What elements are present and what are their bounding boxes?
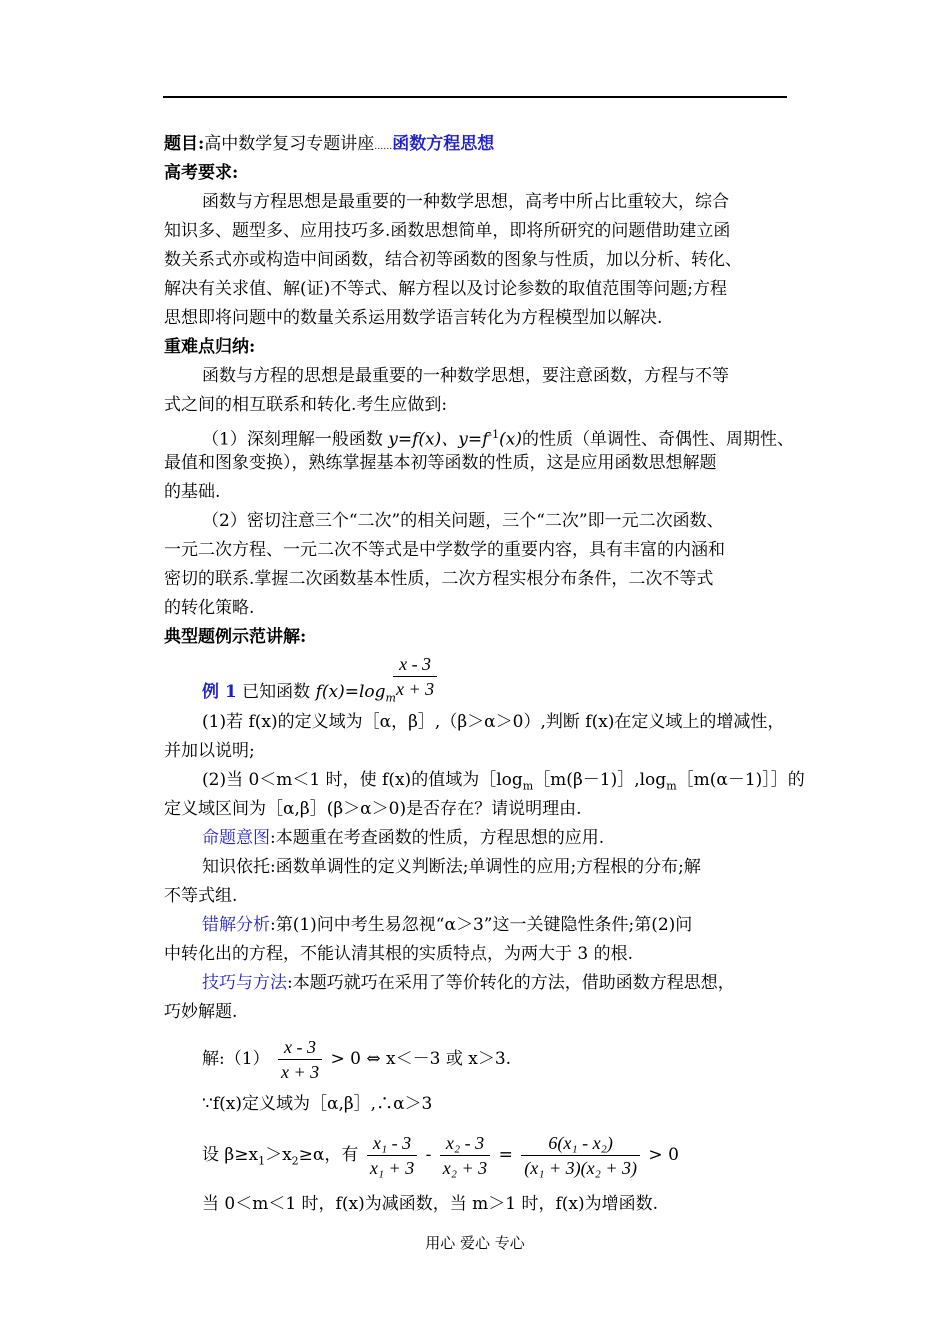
example-log-base: m (385, 691, 396, 705)
equals-sign: = (498, 1145, 513, 1165)
key-p1-sup: -1 (488, 428, 500, 441)
req-line: 解决有关求值、解(证)不等式、解方程以及讨论参数的取值范围等问题;方程 (164, 279, 727, 299)
error-label: 错解分析 (202, 915, 270, 935)
example-intro: 已知函数 (242, 682, 316, 702)
knowledge-line: 知识依托:函数单调性的定义判断法;单调性的应用;方程根的分布;解 (202, 857, 701, 877)
f2-num: x₂ - 3 (445, 1133, 485, 1153)
error-line (164, 911, 788, 940)
technique-label: 技巧与方法 (202, 973, 287, 993)
doc-title (164, 130, 788, 159)
solution-den: x + 3 (280, 1062, 320, 1082)
req-line: 函数与方程思想是最重要的一种数学思想，高考中所占比重较大，综合 (202, 192, 729, 212)
key-point-2: （2）密切注意三个“二次”的相关问题，三个“二次”即一元二次函数、 (202, 511, 724, 531)
question-2 (164, 766, 805, 795)
solution-line (164, 1035, 788, 1084)
fraction-3 (521, 1131, 640, 1180)
page-footer: 用心 爱心 专心 (425, 1234, 525, 1252)
title-label: 题目: (164, 134, 205, 154)
req-line: 知识多、题型多、应用技巧多.函数思想简单，即将所研究的问题借助建立函 (164, 221, 731, 241)
key-p1-arg: (x) (499, 429, 522, 450)
example-function: f(x)=log (315, 682, 386, 702)
title-text: 高中数学复习专题讲座 (204, 134, 375, 154)
set-b: ＞x (265, 1145, 292, 1165)
req-line: 思想即将问题中的数量关系运用数学语言转化为方程模型加以解决. (164, 308, 663, 328)
req-line: 数关系式亦或构造中间函数，结合初等函数的图象与性质，加以分析、转化、 (164, 250, 742, 270)
example-fraction (393, 652, 437, 701)
f1-den: x₁ + 3 (369, 1158, 415, 1178)
frac-denominator: x + 3 (396, 679, 435, 699)
solution-fraction (278, 1035, 322, 1084)
title-dots: …… (374, 142, 393, 152)
example-label: 例 1 (202, 682, 237, 702)
title-topic: 函数方程思想 (392, 134, 495, 154)
error-line-cont: 中转化出的方程，不能认清其根的实质特点，为两大于 3 的根. (164, 944, 634, 964)
q2-e: ［m(α－1)］］的 (676, 770, 805, 790)
key-p1-func: y=f(x)、y=f (388, 429, 489, 450)
gt-zero: > 0 (648, 1145, 679, 1165)
domain-line: ∵f(x)定义域为［α,β］,∴α＞3 (202, 1094, 433, 1114)
set-line (164, 1131, 788, 1180)
key-line: 密切的联系.掌握二次函数基本性质，二次方程实根分布条件，二次不等式 (164, 569, 714, 589)
fraction-1 (367, 1131, 417, 1180)
solution-rest: > 0 ⇔ x＜－3 或 x＞3. (330, 1049, 512, 1069)
solution-prefix: 解:（1） (202, 1049, 270, 1069)
error-text: :第(1)问中考生易忽视“α＞3”这一关键隐性条件;第(2)问 (270, 915, 693, 935)
intent-text: :本题重在考查函数的性质，方程思想的应用. (270, 828, 605, 848)
set-sub1: 1 (258, 1154, 266, 1168)
key-line: 最值和图象变换），熟练掌握基本初等函数的性质，这是应用函数思想解题 (164, 453, 717, 473)
fraction-2 (440, 1131, 490, 1180)
conclusion-line: 当 0＜m＜1 时，f(x)为减函数，当 m＞1 时，f(x)为增函数. (202, 1194, 658, 1214)
q2-c: ［m(β－1)］,log (533, 770, 667, 790)
technique-text: :本题巧就巧在采用了等价转化的方法，借助函数方程思想， (287, 973, 735, 993)
key-heading: 重难点归纳: (164, 337, 256, 357)
question-1-cont: 并加以说明; (164, 741, 255, 761)
f2-den: x₂ + 3 (442, 1158, 488, 1178)
key-point-1 (164, 420, 794, 450)
technique-line-cont: 巧妙解题. (164, 1002, 238, 1022)
set-a: 设 β≥x (202, 1145, 259, 1165)
intent-line (164, 824, 788, 853)
key-line: 函数与方程的思想是最重要的一种数学思想，要注意函数，方程与不等 (202, 366, 729, 386)
key-line: 的基础. (164, 482, 221, 502)
example-heading: 典型题例示范讲解: (164, 627, 307, 647)
question-2-cont: 定义域区间为［α,β］(β＞α＞0)是否存在？请说明理由. (164, 799, 582, 819)
minus-sign: - (425, 1145, 432, 1165)
key-p1-a: （1）深刻理解一般函数 (202, 429, 389, 450)
f3-num: 6(x₁ - x₂) (548, 1133, 613, 1153)
top-rule (163, 96, 787, 98)
f1-num: x₁ - 3 (372, 1133, 412, 1153)
key-line: 式之间的相互联系和转化.考生应做到: (164, 395, 448, 415)
technique-line (164, 969, 788, 998)
intent-label: 命题意图 (202, 828, 270, 848)
solution-num: x - 3 (284, 1037, 317, 1057)
example-1-statement (164, 652, 788, 708)
q2-a: (2)当 0＜m＜1 时，使 f(x)的值域为［log (202, 770, 523, 790)
document-body (164, 130, 805, 1219)
set-c: ≥α，有 (298, 1145, 359, 1165)
req-heading: 高考要求: (164, 163, 239, 183)
q2-sub1: m (522, 779, 534, 793)
q2-sub2: m (666, 779, 677, 793)
f3-den: (x₁ + 3)(x₂ + 3) (524, 1158, 638, 1178)
frac-numerator: x - 3 (399, 654, 432, 674)
knowledge-line-cont: 不等式组. (164, 886, 238, 906)
question-1: (1)若 f(x)的定义域为［α，β］,（β＞α＞0）,判断 f(x)在定义域上的增减性， (202, 712, 785, 732)
key-line: 的转化策略. (164, 598, 255, 618)
key-line: 一元二次方程、一元二次不等式是中学数学的重要内容，具有丰富的内涵和 (164, 540, 725, 560)
key-p1-e: 的性质（单调性、奇偶性、周期性、 (521, 429, 794, 450)
set-sub2: 2 (291, 1154, 299, 1168)
